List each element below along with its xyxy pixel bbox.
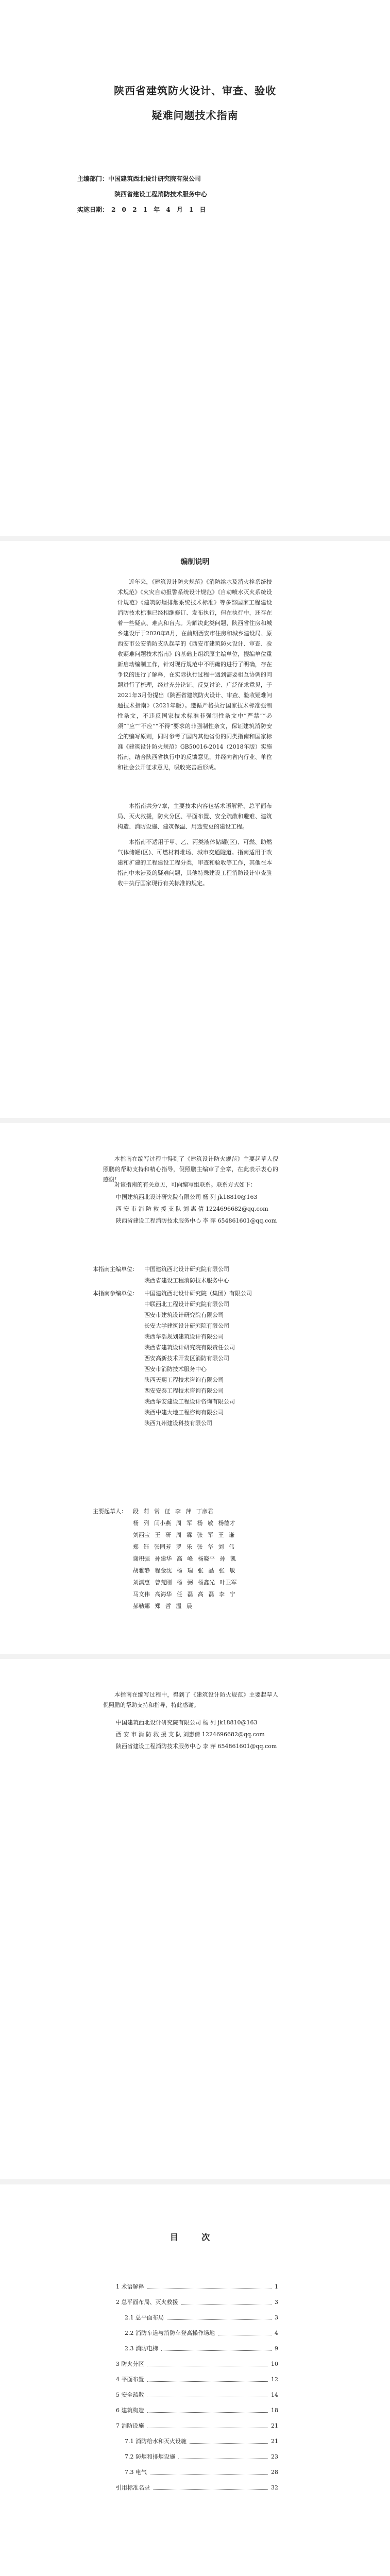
participant-unit: 西安市消防技术服务中心 (144, 1366, 207, 1372)
participant-unit: 陕西省建筑设计研究院有限责任公司 (144, 1344, 235, 1351)
main-unit-1: 中国建筑西北设计研究院有限公司 (144, 1266, 229, 1273)
thanks-paragraph: 本指南在编写过程中，得到了《建筑设计防火规范》主要起草人倪照鹏的帮助支持和指导，特此感谢。 (103, 1691, 278, 1708)
editor-unit-1: 中国建筑西北设计研究院有限公司 (108, 175, 201, 182)
page-separator (0, 1118, 390, 1123)
drafters-row: 刘滇惠 曾荒刚 杨 弼 杨鑫光 叶卫军 (133, 1579, 237, 1586)
cover-page (0, 0, 390, 536)
toc-row[interactable]: 2.1 总平面布局 3 (125, 2314, 278, 2321)
toc-row[interactable]: 4 平面布置 12 (116, 2376, 278, 2383)
participant-unit: 长安大学建筑设计研究院有限公司 (144, 1323, 229, 1329)
feedback-paragraph-2: 对该指南的有关意见，可向编写组联系。联系方式如下： (114, 1181, 256, 1188)
editor-row-1 (77, 174, 201, 183)
feedback-paragraph-1: 本指南在编写过程中得到了《建筑设计防火规范》主要起草人倪照鹏的帮助支持和精心指导，倪照鹏主编审了全章，在此表示衷心的感谢！ (103, 1156, 278, 1183)
drafters-row: 谢积强 孙建华 高 峰 杨晓平 孙 凯 (133, 1555, 236, 1562)
page-separator (0, 536, 390, 541)
toc-row[interactable]: 7.3 电气 28 (125, 2468, 278, 2476)
date-value: 2 0 2 1 年 4 月 1 日 (111, 206, 208, 213)
toc-row[interactable]: 引用标准名录 32 (116, 2484, 278, 2491)
main-unit-2: 陕西省建设工程消防技术服务中心 (144, 1277, 229, 1284)
intro-paragraph-3: 本指南不适用于甲、乙、丙类液体储罐(区)、可燃、助燃气体储罐(区)、可燃材料堆场、城市交通隧道。指南适用于改建和扩建的工程建设工程分类，审查和验收等工作，其他在本指南中未涉及的疑难问题，其他特殊建设工程消防设计审查验收中执行国家现行有关标准的规定。 (117, 839, 272, 887)
contact-line-2: 西 安 市 消 防 救 援 支 队 刘 惠 倩 1224696682@qq.com (116, 1206, 268, 1212)
participant-units-label: 本指南参编单位： (93, 1290, 138, 1297)
participant-unit: 陕西华安建设工程设计咨询有限公司 (144, 1398, 235, 1405)
drafters-row: 马文伟 高海华 任 磊 高 磊 李 宁 (133, 1591, 235, 1598)
drafters-row: 杨 列 闫小燕 周 军 杨 敏 杨德才 (133, 1520, 235, 1527)
intro-heading: 编制说明 (180, 558, 210, 566)
editor-label: 主编部门： (77, 175, 109, 182)
toc-row[interactable]: 2.3 消防电梯 9 (125, 2345, 278, 2352)
toc-row[interactable]: 1 术语解释 1 (116, 2283, 278, 2290)
participant-unit: 中国建筑西北设计研究院（集团）有限公司 (144, 1290, 252, 1297)
document-title-line-2: 疑难问题技术指南 (151, 109, 239, 122)
date-label: 实施日期： (77, 206, 109, 213)
intro-paragraph-2: 本指南共分7章，主要技术内容包括术语解释、总平面布局、灭火救援，防火分区、平面布置、安全疏散和避难、建筑构造、消防设施、建筑保温、用途变更的建设工程。 (117, 803, 272, 830)
toc-row[interactable]: 5 安全疏散 14 (116, 2391, 278, 2398)
thanks-page (0, 1659, 390, 2179)
toc-row[interactable]: 7 消防设施 21 (116, 2422, 278, 2429)
drafters-row: 郑 钰 张园芳 罗 乐 张 华 刘 伟 (133, 1544, 234, 1550)
drafters-row: 郝勒娜 郑 哲 温 晨 (133, 1603, 192, 1609)
editor-row-2 (114, 190, 207, 198)
toc-row[interactable]: 7.1 消防给水和灭火设施 21 (125, 2437, 278, 2445)
thanks-contact-3: 陕西省建设工程消防技术服务中心 李 萍 654861601@qq.com (116, 1743, 277, 1750)
participant-unit: 陕西天赐工程技术咨询有限公司 (144, 1377, 224, 1383)
toc-row[interactable]: 3 防火分区 10 (116, 2360, 278, 2367)
participant-unit: 陕西中建大地工程咨询有限公司 (144, 1409, 224, 1416)
participant-unit: 西安高新技术开发区消防有限公司 (144, 1355, 229, 1362)
contact-line-1: 中国建筑西北设计研究院有限公司 杨 列 jk18810@163 (116, 1194, 258, 1200)
contact-line-3: 陕西省建设工程消防技术服务中心 李 萍 654861601@qq.com (116, 1217, 277, 1224)
drafters-row: 刘西宝 王 研 周 霖 张 军 王 谦 (133, 1532, 234, 1538)
main-units-label: 本指南主编单位： (93, 1266, 138, 1273)
toc-row[interactable]: 2.2 消防车道与消防车登高操作场地 4 (125, 2329, 278, 2336)
toc-page (0, 2184, 390, 2576)
editor-unit-2: 陕西省建设工程消防技术服务中心 (114, 191, 208, 198)
participant-unit: 中联西北工程设计研究院有限公司 (144, 1301, 229, 1308)
participant-unit: 陕西九州建设科技有限公司 (144, 1420, 212, 1427)
date-row (77, 205, 208, 214)
toc-row[interactable]: 7.2 防烟和排烟设施 23 (125, 2453, 278, 2460)
intro-page (0, 541, 390, 1118)
participant-unit: 西安市建筑设计研究院有限公司 (144, 1312, 224, 1318)
intro-paragraph-1: 近年来，《建筑设计防火规范》《消防给水及消火栓系统技术规范》《火灾自动报警系统设计规范》《自动喷水灭火系统设计规范》《建筑防烟排烟系统技术标准》等多部国家工程建设消防技术标准已经相继修订、发布执行，但在执行中，还存在着一些疑点、难点和盲点。为解决此类问题，陕西省住房和城乡建设厅于2020年8月，在前期西安市住房和城乡建设局、原西安市公安消防支队起草的《西安市建筑防火设计、审查、验收疑难问题技术指南》的基础上组织原主编单位，搜编单位重新启动编制工作，针对现行规范中不明确的进行了明确，存在争议的进行了解释，在实际执行过程中遇到需要相互协调的问题进行了梳理，经过充分论证、反复讨论、广泛征求意见，于2021年3月份提出《陕西省建筑防火设计、审查、验收疑难问题技术指南》（2021年版）。遵循严格执行国家技术标准强制性条文，不违反国家技术标准非强制性条文中“严禁”“必须”“应”“不应”“不得”要求的非强制性条文，保证建筑消防安全的编写原则，同时参考了国内其他省份的同类指南和国家标准《建筑设计防火规范》GB50016-2014（2018年版）实施指南，结合陕西省执行中的反馈意见，并经向省内行业、单位和社会公开征求意见，吸收完善后形成。 (117, 579, 272, 771)
toc-title: 目 次 (169, 2232, 221, 2242)
thanks-contact-2: 西 安 市 消 防 救 援 支 队 刘惠倩 1224696682@qq.com (116, 1731, 265, 1738)
participant-unit: 西安安泰工程技术咨询有限公司 (144, 1387, 224, 1394)
drafters-row: 段 莉 常 征 李 萍 丁彦君 (133, 1508, 213, 1515)
drafters-row: 胡雅静 程金沈 杨 瑞 张 晶 张 敏 (133, 1567, 235, 1574)
page-separator (0, 1654, 390, 1659)
document-title-line-1: 陕西省建筑防火设计、审查、验收 (114, 84, 276, 97)
drafters-label: 主要起草人： (93, 1508, 127, 1515)
toc-row[interactable]: 6 建筑构造 18 (116, 2406, 278, 2414)
page-separator (0, 2179, 390, 2184)
feedback-page (0, 1123, 390, 1654)
participant-unit: 陕西华浩规划建筑设计有限公司 (144, 1333, 224, 1340)
toc-row[interactable]: 2 总平面布局、灭火救援 3 (116, 2298, 278, 2306)
thanks-contact-1: 中国建筑西北设计研究院有限公司 杨 列 jk18810@163 (116, 1719, 258, 1726)
